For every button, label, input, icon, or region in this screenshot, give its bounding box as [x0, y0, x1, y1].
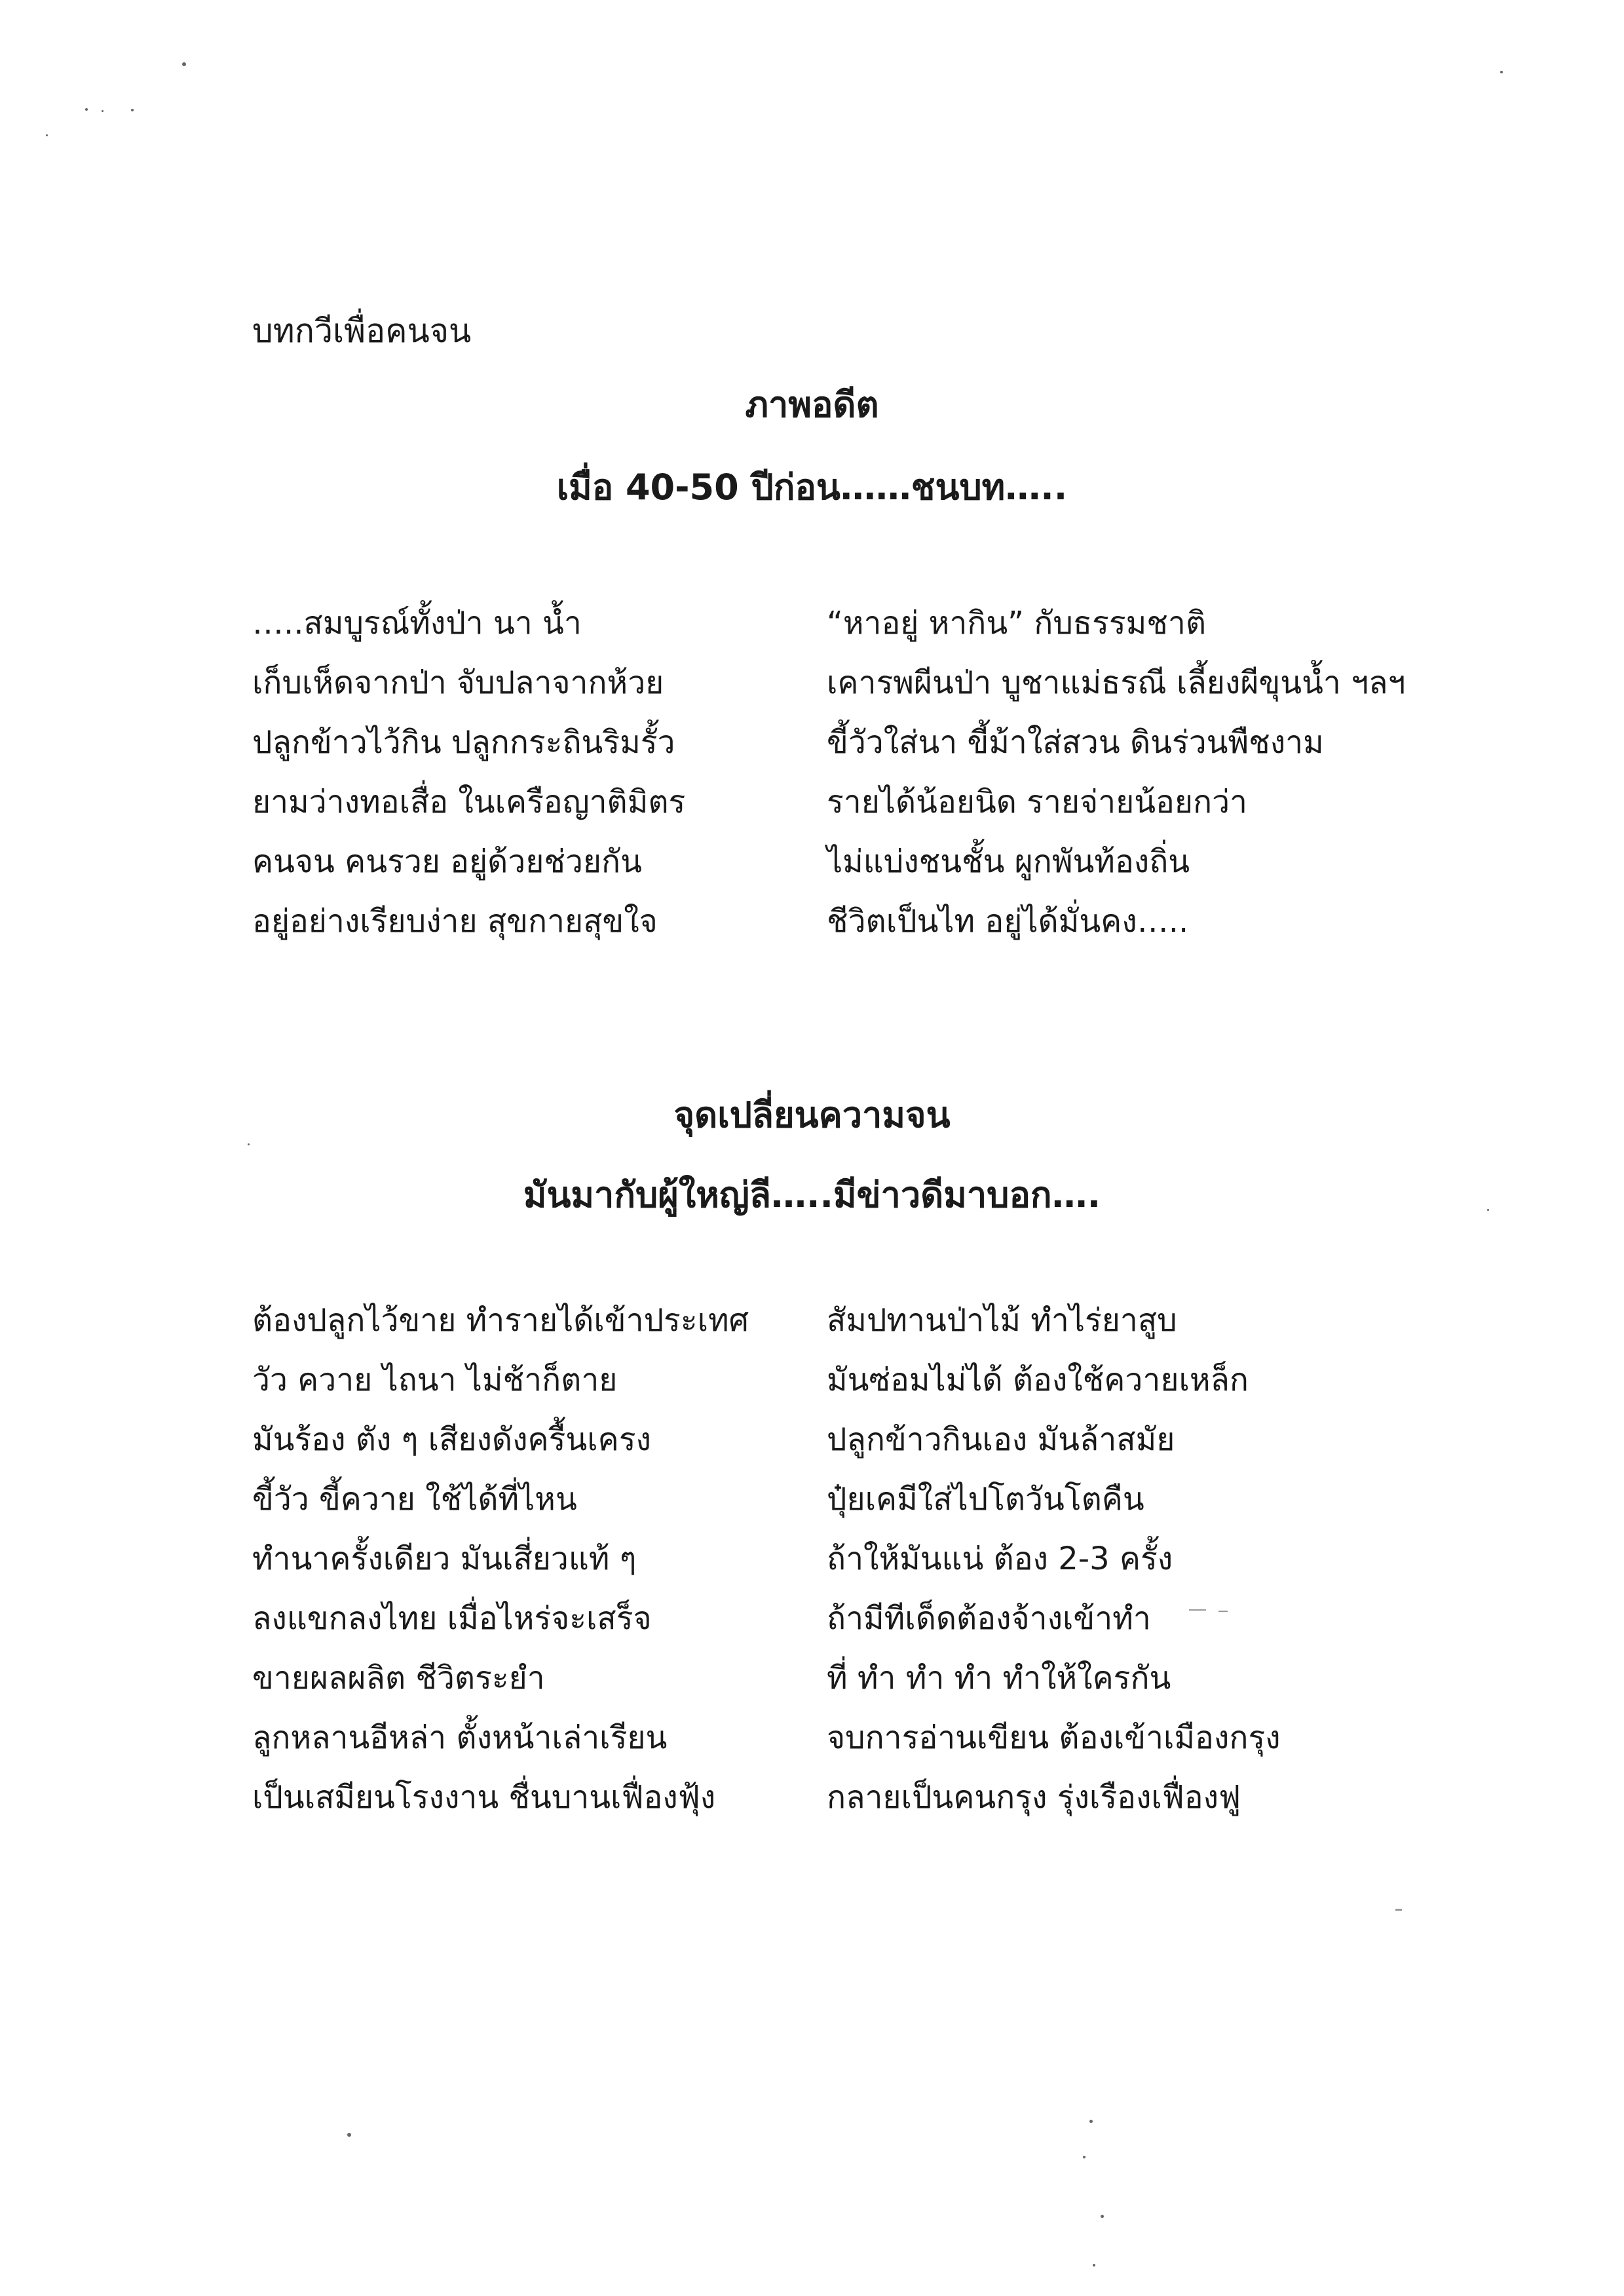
poem-line: ขี้วัว ขี้ควาย ใช้ได้ที่ไหน	[252, 1481, 577, 1518]
scan-speck	[347, 2133, 351, 2137]
poem-line: วัว ควาย ไถนา ไม่ช้าก็ตาย	[252, 1362, 618, 1398]
poem-line: กลายเป็นคนกรุง รุ่งเรืองเฟื่องฟู	[827, 1779, 1241, 1816]
poem-line: เคารพผีนป่า บูชาแม่ธรณี เลี้ยงผีขุนน้ำ ฯลฯ	[827, 664, 1406, 701]
scan-speck	[1093, 2264, 1095, 2267]
poem-line: ปลูกข้าวไว้กิน ปลูกกระถินริมรั้ว	[252, 724, 675, 761]
scan-speck	[131, 109, 134, 111]
section2-left-column	[252, 1291, 875, 1827]
poem-line: มันซ่อมไม่ได้ ต้องใช้ควายเหล็ก	[827, 1362, 1249, 1398]
scan-speck	[248, 1143, 250, 1145]
section1-left-column	[252, 594, 875, 951]
scan-speck	[182, 62, 186, 66]
poem-line: เป็นเสมียนโรงงาน ชื่นบานเฟื่องฟุ้ง	[252, 1779, 716, 1816]
poem-line: ถ้ามีทีเด็ดต้องจ้างเข้าทำ	[827, 1600, 1151, 1637]
poem-line: เก็บเห็ดจากป่า จับปลาจากห้วย	[252, 664, 664, 701]
poem-line: “หาอยู่ หากิน” กับธรรมชาติ	[827, 605, 1206, 641]
scan-speck	[85, 108, 88, 111]
poem-line: อยู่อย่างเรียบง่าย สุขกายสุขใจ	[252, 903, 658, 940]
poem-line: ขายผลผลิต ชีวิตระยำ	[252, 1660, 545, 1696]
poem-line: ลงแขกลงไทย เมื่อไหร่จะเสร็จ	[252, 1600, 652, 1637]
section1-right-column	[827, 594, 1449, 951]
poem-line: …..สมบูรณ์ทั้งป่า นา น้ำ	[252, 605, 582, 641]
scan-speck	[1487, 1209, 1489, 1211]
poem-line: ปลูกข้าวกินเอง มันล้าสมัย	[827, 1421, 1175, 1458]
scan-mark	[1218, 1611, 1228, 1612]
section2-right-column	[827, 1291, 1449, 1827]
poem-line: สัมปทานป่าไม้ ทำไร่ยาสูบ	[827, 1302, 1177, 1339]
poem-line: รายได้น้อยนิด รายจ่ายน้อยกว่า	[827, 784, 1247, 820]
section1-subtitle: เมื่อ 40-50 ปีก่อน……ชนบท…..	[556, 467, 1068, 508]
section2-subtitle: มันมากับผู้ใหญ่ลี…..มีข่าวดีมาบอก….	[523, 1174, 1101, 1215]
poem-line: ต้องปลูกไว้ขาย ทำรายได้เข้าประเทศ	[252, 1302, 749, 1339]
scan-speck	[1083, 2156, 1086, 2158]
section1-title: ภาพอดีต	[745, 384, 879, 425]
scan-speck	[1089, 2120, 1093, 2123]
poem-line: คนจน คนรวย อยู่ด้วยช่วยกัน	[252, 843, 642, 880]
document-label: บทกวีเพื่อคนจน	[252, 312, 472, 350]
poem-line: ขี้วัวใส่นา ขี้ม้าใส่สวน ดินร่วนพืชงาม	[827, 724, 1324, 761]
scan-speck	[46, 134, 48, 136]
poem-line: มันร้อง ตัง ๆ เสียงดังครื้นเครง	[252, 1421, 651, 1458]
poem-line: ปุ๋ยเคมีใส่ไปโตวันโตคืน	[827, 1481, 1144, 1518]
poem-line: ชีวิตเป็นไท อยู่ได้มั่นคง…..	[827, 903, 1189, 940]
poem-line: ลูกหลานอีหล่า ตั้งหน้าเล่าเรียน	[252, 1719, 668, 1756]
poem-line: ยามว่างทอเสื่อ ในเครือญาติมิตร	[252, 784, 686, 820]
poem-line: ไม่แบ่งชนชั้น ผูกพันท้องถิ่น	[827, 843, 1190, 880]
poem-line: ที่ ทำ ทำ ทำ ทำให้ใครกัน	[827, 1660, 1171, 1696]
poem-line: ทำนาครั้งเดียว มันเสี่ยวแท้ ๆ	[252, 1540, 637, 1577]
poem-line: ถ้าให้มันแน่ ต้อง 2-3 ครั้ง	[827, 1540, 1173, 1577]
poem-line: จบการอ่านเขียน ต้องเข้าเมืองกรุง	[827, 1719, 1281, 1756]
scan-speck	[102, 110, 104, 112]
scan-mark	[1395, 1909, 1402, 1911]
scan-speck	[1500, 71, 1503, 73]
section2-title: จุดเปลี่ยนความจน	[673, 1094, 951, 1136]
scan-speck	[1101, 2215, 1104, 2218]
scan-mark	[1189, 1609, 1206, 1611]
